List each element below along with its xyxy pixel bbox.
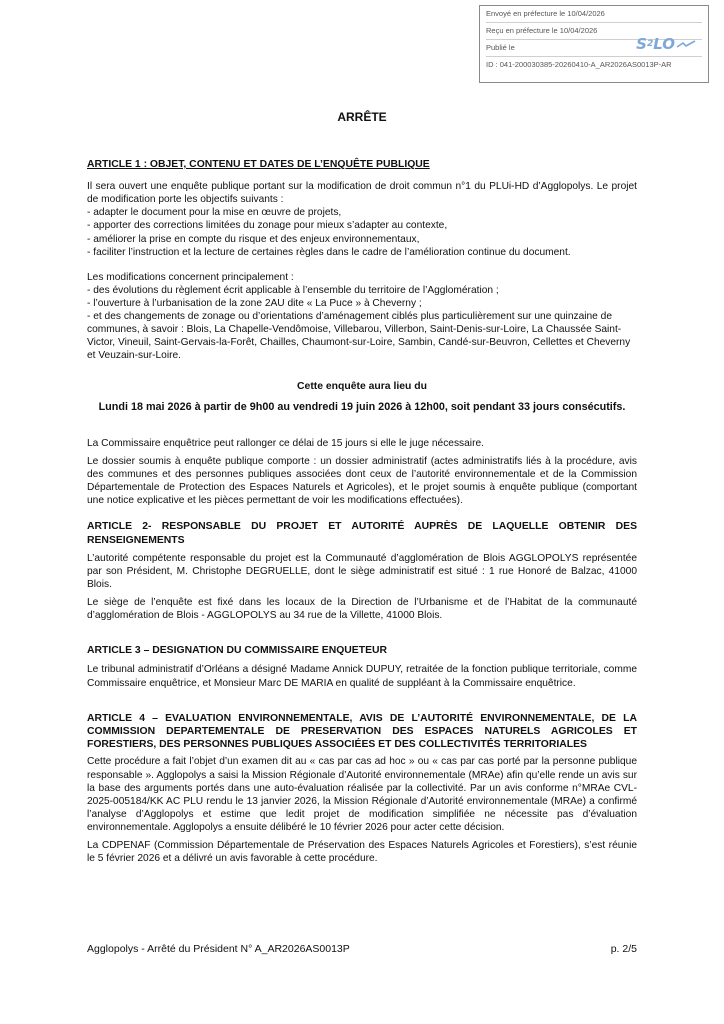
page-footer — [87, 943, 637, 955]
article3-paragraph: Le tribunal administratif d’Orléans a désigné Madame Annick DUPUY, retraitée de la fonction publique territoriale, comme Commissaire enquêtrice, et Monsieur Marc DE MARIA en qualité de suppléant à la Commissaire enquêtrice. — [87, 664, 637, 689]
article4-heading: ARTICLE 4 – EVALUATION ENVIRONNEMENTALE, AVIS DE L’AUTORITÉ ENVIRONNEMENTALE, DE LA COMMISSION DEPARTEMENTALE DE PRESERVATION DES ESPACES NATURELS AGRICOLES ET FORESTIERS, DES PERSONNES PUBLIQUES ASSOCIÉES ET DES COLLECTIVITÉS TERRITORIALES — [87, 712, 637, 751]
list-item: - et des changements de zonage ou d’orientations d’aménagement ciblés plus particulièrement sur une quinzaine de communes, à savoir : Blois, La Chapelle-Vendômoise, Villebarou, Villerbon, Saint-Denis-sur-Loire, La Chaussée Saint-Victor, Vineuil, Saint-Gervais-la-Forêt, Chailles, Chaumont-sur-Loire, Sambin, Candé-sur-Beuvron, Cellettes et Cheverny et Veuzain-sur-Loire. — [87, 310, 637, 362]
list-item: - faciliter l’instruction et la lecture de certaines règles dans le cadre de l’amélioration continue du document. — [87, 246, 637, 259]
objectives-list — [87, 206, 637, 258]
article4-paragraph-1: Cette procédure a fait l’objet d’un examen dit au « cas par cas ad hoc » ou « cas par cas porté par la personne publique responsable ». Agglopolys a saisi la Mission Régionale d’Autorité environnementale (MRAe) afin qu’elle rende un avis sur la base des arguments portés dans une auto-évaluation réalisée par la collectivité. Par un avis conforme n°MRAe CVL-2025-005184/KK AC PLU rendu le 13 janvier 2026, la Mission Régionale d’Autorité environnementale (MRAe) a confirmé l’analyse d’Agglopolys et estime que ledit projet de modification simplifiée ne nécessite pas d’évaluation environnementale. Agglopolys a ensuite délibéré le 10 février 2026 pour acter cette décision. — [87, 756, 637, 833]
article3-heading: ARTICLE 3 – DESIGNATION DU COMMISSAIRE ENQUETEUR — [87, 645, 388, 657]
stamp-received: Reçu en préfecture le 10/04/2026 — [486, 22, 702, 36]
logo-swoosh-icon — [676, 40, 696, 49]
article2-paragraph-2: Le siège de l’enquête est fixé dans les locaux de la Direction de l’Urbanisme et de l’Habitat de la communauté d’agglomération de Blois - AGGLOPOLYS au 34 rue de la Villette, 41000 Blois. — [87, 597, 637, 622]
document-body — [87, 158, 637, 865]
article2-heading: ARTICLE 2- RESPONSABLE DU PROJET ET AUTORITÉ AUPRÈS DE LAQUELLE OBTENIR DES RENSEIGNEMENTS — [87, 521, 637, 546]
dates-label: Cette enquête aura lieu du — [297, 380, 427, 392]
article2-paragraph-1: L’autorité compétente responsable du projet est la Communauté d’agglomération de Blois AGGLOPOLYS représentée par son Président, M. Christophe DEGRUELLE, dont le siège administratif est situé : 1 rue Honoré de Balzac, 41000 Blois. — [87, 552, 637, 590]
prefecture-stamp — [479, 5, 709, 83]
list-item: - adapter le document pour la mise en œuvre de projets, — [87, 206, 637, 219]
list-item: - des évolutions du règlement écrit applicable à l’ensemble du territoire de l’Agglomération ; — [87, 284, 637, 297]
list-item: - améliorer la prise en compte du risque et des enjeux environnementaux, — [87, 233, 637, 246]
stamp-published: Publié le — [486, 39, 702, 53]
list-item: - apporter des corrections limitées du zonage pour mieux s’adapter au contexte, — [87, 219, 637, 232]
page-number: p. 2/5 — [610, 943, 637, 955]
footer-reference: Agglopolys - Arrêté du Président N° A_AR2026AS0013P — [87, 943, 350, 955]
article1-heading: ARTICLE 1 : OBJET, CONTENU ET DATES DE L’ENQUÊTE PUBLIQUE — [87, 159, 430, 170]
article4-paragraph-2: La CDPENAF (Commission Départementale de Préservation des Espaces Naturels Agricoles et Forestiers), s’est réunie le 5 février 2026 et a délivré un avis favorable à cette procédure. — [87, 839, 637, 864]
modifications-list — [87, 284, 637, 362]
modifications-intro: Les modifications concernent principalement : — [87, 271, 294, 283]
page-title: ARRÊTE — [337, 110, 387, 124]
s2lo-logo: S 2 LO — [636, 34, 696, 54]
stamp-sent: Envoyé en préfecture le 10/04/2026 — [486, 9, 605, 18]
extension-note: La Commissaire enquêtrice peut rallonger ce délai de 15 jours si elle le juge nécessaire. — [87, 438, 484, 450]
stamp-id: ID : 041-200030385-20260410-A_AR2026AS0013P-AR — [486, 56, 702, 70]
list-item: - l’ouverture à l’urbanisation de la zone 2AU dite « La Puce » à Cheverny ; — [87, 297, 637, 310]
dossier-description: Le dossier soumis à enquête publique comporte : un dossier administratif (actes administratifs liés à la procédure, avis des communes et des personnes publiques associées dont ceux de l’autorité environnementale et de la Commission Départementale de Protection des Espaces Naturels et Agricoles), et le projet soumis à enquête publique (comportant une notice explicative et les pièces permettant de voir les modifications effectuées). — [87, 456, 637, 507]
article1-intro: Il sera ouvert une enquête publique portant sur la modification de droit commun n°1 du PLUi-HD d’Agglopolys. Le projet de modification porte les objectifs suivants : — [87, 181, 637, 206]
enquiry-dates: Lundi 18 mai 2026 à partir de 9h00 au vendredi 19 juin 2026 à 12h00, soit pendant 33 jours consécutifs. — [98, 401, 626, 414]
